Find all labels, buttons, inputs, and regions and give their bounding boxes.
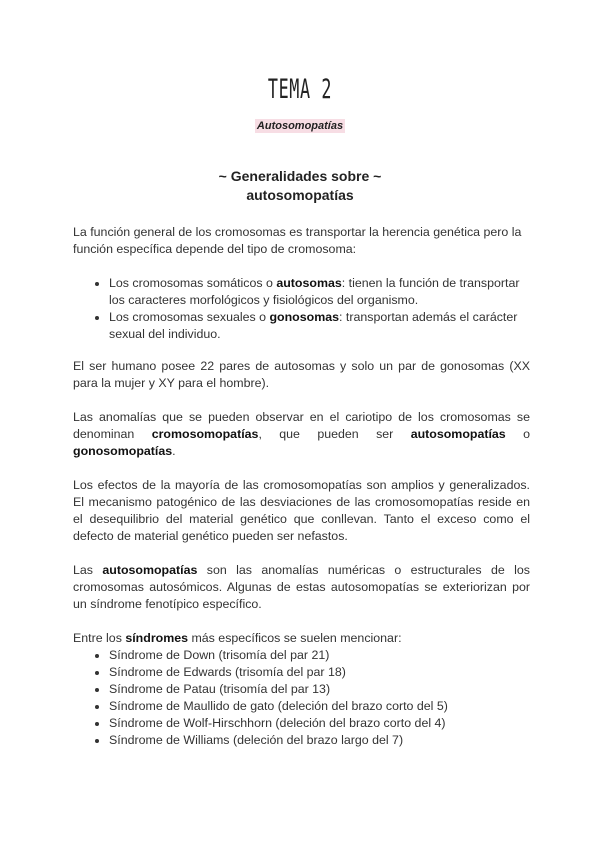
pairs-text: El ser humano posee 22 pares de autosomas y solo un par de gonosomas (XX para la mujer y XY para el hombre). — [73, 359, 530, 390]
list-item-text: : transportan además el carácter sexual del individuo. — [109, 310, 518, 341]
section-heading-line1: ~ Generalidades sobre ~ — [218, 168, 382, 184]
syndromes-section — [73, 630, 530, 749]
list-item — [109, 275, 530, 309]
autosomopathies-text — [73, 562, 530, 613]
list-item: • Síndrome de Patau (trisomía del par 13) — [109, 681, 530, 698]
bold-term: síndromes — [125, 631, 189, 645]
anomalies-paragraph — [73, 409, 530, 460]
anomalies-text — [73, 409, 530, 460]
intro-paragraph — [73, 224, 530, 258]
text-span: . — [172, 444, 176, 458]
list-item: • Síndrome de Maullido de gato (deleción del brazo corto del 5) — [109, 698, 530, 715]
bold-term: gonosomopatías — [73, 444, 173, 458]
subtitle-wrapper — [0, 116, 600, 134]
list-item-text: Los cromosomas somáticos o — [109, 276, 277, 290]
list-item: • Síndrome de Down (trisomía del par 21) — [109, 647, 530, 664]
pairs-paragraph — [73, 358, 530, 392]
list-item: • Síndrome de Edwards (trisomía del par 18) — [109, 664, 530, 681]
section-heading — [0, 167, 600, 205]
intro-text: La función general de los cromosomas es transportar la herencia genética pero la función específica depende del tipo de cromosoma: — [73, 225, 522, 256]
page-title: TEMA 2 — [267, 74, 333, 105]
text-span: más específicos se suelen mencionar: — [188, 631, 402, 645]
text-span: Las anomalías que se pueden observar en el cariotipo de los cromosomas se denominan — [73, 410, 530, 441]
text-span: Las — [73, 563, 103, 577]
text-span: o — [505, 427, 530, 441]
section-heading-line2: autosomopatías — [246, 187, 354, 203]
bold-term: autosomopatías — [102, 563, 198, 577]
text-span: , que pueden ser — [258, 427, 411, 441]
effects-text: Los efectos de la mayoría de las cromosomopatías son amplios y generalizados. El mecanismo patogénico de las desviaciones de las cromosomopatías reside en el desequilibrio del material genético que conllevan. Tanto el exceso como el defecto de material genético pueden ser nefastos. — [73, 478, 530, 543]
chromosome-types-list — [73, 275, 530, 343]
effects-paragraph — [73, 477, 530, 545]
text-span: son las anomalías numéricas o estructurales de los cromosomas autosómicos. Algunas de estas autosomopatías se exteriorizan por un síndrome fenotípico específico. — [73, 563, 530, 611]
syndromes-list — [73, 647, 530, 749]
list-item-term: gonosomas — [269, 310, 340, 324]
list-item-text: : tienen la función de transportar los caracteres morfológicos y fisiológicos del organismo. — [109, 276, 520, 307]
list-item — [109, 309, 530, 343]
list-item: • Síndrome de Williams (deleción del brazo largo del 7) — [109, 732, 530, 749]
syndromes-intro — [73, 630, 530, 647]
list-item-text: Los cromosomas sexuales o — [109, 310, 270, 324]
list-item-term: autosomas — [276, 276, 342, 290]
autosomopathies-paragraph — [73, 562, 530, 613]
list-item: • Síndrome de Wolf-Hirschhorn (deleción del brazo corto del 4) — [109, 715, 530, 732]
page-subtitle: Autosomopatías — [256, 120, 344, 132]
bold-term: autosomopatías — [410, 427, 506, 441]
bold-term: cromosomopatías — [151, 427, 259, 441]
text-span: Entre los — [73, 631, 126, 645]
